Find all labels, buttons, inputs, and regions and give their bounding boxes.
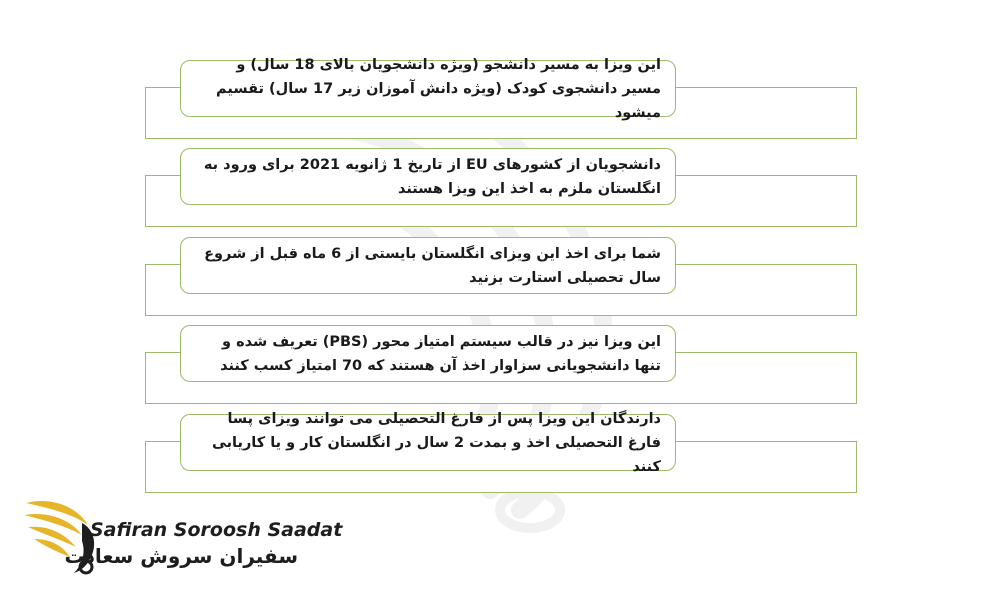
brand-logo [14,493,343,583]
info-item-text: دارندگان این ویزا پس از فارغ التحصیلی می توانند ویزای پسا فارغ التحصیلی اخذ و بمدت 2 سال در انگلستان کار و یا کاریابی کنند [211,410,661,475]
info-item-box [180,56,676,121]
info-item-text: این ویزا نیز در قالب سیستم امتیاز محور (PBS) تعریف شده و تنها دانشجویانی سزاوار اخذ آن هستند که 70 امتیاز کسب کنند [220,333,661,374]
info-item-box [180,148,676,205]
info-item-3 [0,237,1000,317]
info-item-2 [0,148,1000,228]
info-item-5 [0,410,1000,494]
brand-name-fa: سفیران سروش سعادت [64,544,298,568]
info-item-text: دانشجویان از کشورهای EU از تاریخ 1 ژانویه 2021 برای ورود به انگلستان ملزم به اخذ این ویزا هستند [203,156,661,197]
info-item-box [180,325,676,382]
info-item-box [180,410,676,475]
info-item-1 [0,56,1000,140]
info-item-box [180,237,676,294]
info-item-text: این ویزا به مسیر دانشجو (ویژه دانشجویان بالای 18 سال) و مسیر دانشجوی کودک (ویژه دانش آموزان زیر 17 سال) تقسیم میشود [216,56,661,121]
info-item-text: شما برای اخذ این ویزای انگلستان بایستی از 6 ماه قبل از شروع سال تحصیلی استارت بزنید [204,245,661,286]
info-item-4 [0,325,1000,405]
brand-name-en: Safiran Soroosh Saadat [90,519,343,541]
